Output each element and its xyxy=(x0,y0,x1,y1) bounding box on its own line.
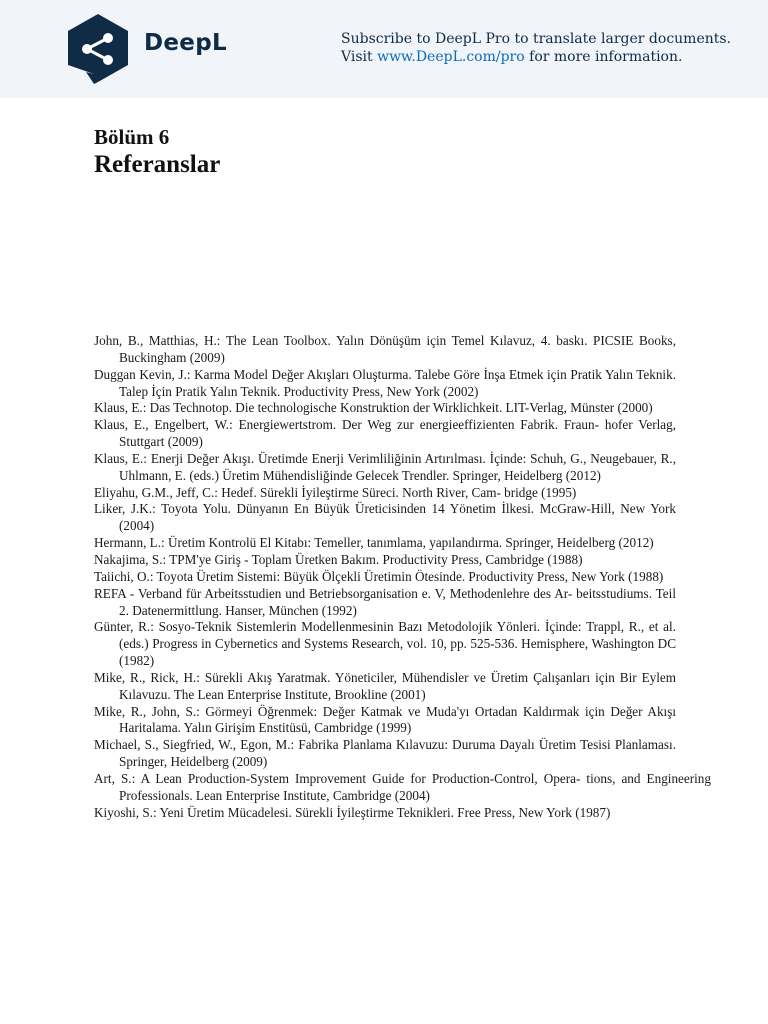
chapter-title: Referanslar xyxy=(94,151,221,178)
deepl-logo-icon xyxy=(64,12,132,86)
reference-item: Hermann, L.: Üretim Kontrolü El Kitabı: Temeller, tanımlama, yapılandırma. Springer, Heidelberg (2012) xyxy=(94,535,654,551)
reference-item: Kiyoshi, S.: Yeni Üretim Mücadelesi. Sürekli İyileştirme Teknikleri. Free Press, New York (1987) xyxy=(94,804,611,820)
promo-message xyxy=(341,30,741,66)
reference-item: Günter, R.: Sosyo-Teknik Sistemlerin Modellenmesinin Bazı Metodolojik Yönleri. İçinde: Trappl, R., et al. (eds.) Progress in Cybernetics and Systems Research, vol. 10, pp. 525-536. Hemisphere, Washington DC (1982) xyxy=(94,619,676,669)
reference-item: Mike, R., Rick, H.: Sürekli Akış Yaratmak. Yöneticiler, Mühendisler ve Üretim Çalışanları için Bir Eylem Kılavuzu. The Lean Enterprise Institute, Brookline (2001) xyxy=(94,669,676,702)
reference-item: Klaus, E., Engelbert, W.: Energiewertstrom. Der Weg zur energieeffizienten Fabrik. Fraun- hofer Verlag, Stuttgart (2009) xyxy=(94,417,676,450)
deepl-logo-text: DeepL xyxy=(144,30,227,56)
reference-item: REFA - Verband für Arbeitsstudien und Betriebsorganisation e. V, Methodenlehre des Ar- beitsstudiums. Teil 2. Datenermittlung. Hanser, München (1992) xyxy=(94,585,676,618)
reference-item: Klaus, E.: Enerji Değer Akışı. Üretimde Enerji Verimliliğinin Artırılması. İçinde: Schuh, G., Neugebauer, R., Uhlmann, E. (eds.) Üretim Mühendisliğinde Gelecek Trendler. Springer, Heidelberg (2012) xyxy=(94,450,676,483)
reference-item: Art, S.: A Lean Production-System Improvement Guide for Production-Control, Opera- tions, and Engineering Professionals. Lean Enterprise Institute, Cambridge (2004) xyxy=(94,770,711,803)
reference-item: Taiichi, O.: Toyota Üretim Sistemi: Büyük Ölçekli Üretimin Ötesinde. Productivity Press, New York (1988) xyxy=(94,568,664,584)
chapter-label: Bölüm 6 xyxy=(94,125,170,149)
reference-item: Duggan Kevin, J.: Karma Model Değer Akışları Oluşturma. Talebe Göre İnşa Etmek için Pratik Yalın Teknik. Talep İçin Pratik Yalın Teknik. Productivity Press, New York (2002) xyxy=(94,366,676,399)
promo-visit: Visit xyxy=(341,49,373,65)
reference-item: Michael, S., Siegfried, W., Egon, M.: Fabrika Planlama Kılavuzu: Duruma Dayalı Üretim Tesisi Planlaması. Springer, Heidelberg (2009) xyxy=(94,737,676,770)
promo-line-1: Subscribe to DeepL Pro to translate larger documents. xyxy=(341,31,732,47)
deepl-banner xyxy=(0,0,768,98)
reference-item: John, B., Matthias, H.: The Lean Toolbox. Yalın Dönüşüm için Temel Kılavuz, 4. baskı. PICSIE Books, Buckingham (2009) xyxy=(94,333,676,365)
reference-item: Klaus, E.: Das Technotop. Die technologische Konstruktion der Wirklichkeit. LIT-Verlag, Münster (2000) xyxy=(94,400,653,416)
reference-item: Nakajima, S.: TPM'ye Giriş - Toplam Üretken Bakım. Productivity Press, Cambridge (1988) xyxy=(94,551,583,567)
reference-item: Mike, R., John, S.: Görmeyi Öğrenmek: Değer Katmak ve Muda'yı Ortadan Kaldırmak için Değer Akışı Haritalama. Yalın Girişim Enstitüsü, Cambridge (1999) xyxy=(94,703,676,736)
reference-item: Eliyahu, G.M., Jeff, C.: Hedef. Sürekli İyileştirme Süreci. North River, Cam- bridge (1995) xyxy=(94,484,577,500)
reference-item: Liker, J.K.: Toyota Yolu. Dünyanın En Büyük Üreticisinden 14 Yönetim İlkesi. McGraw-Hill, New York (2004) xyxy=(94,501,676,534)
reference-list xyxy=(94,333,711,821)
promo-line-2 xyxy=(341,48,741,66)
deepl-pro-link[interactable]: www.DeepL.com/pro xyxy=(377,49,525,65)
promo-suffix: for more information. xyxy=(529,49,683,65)
